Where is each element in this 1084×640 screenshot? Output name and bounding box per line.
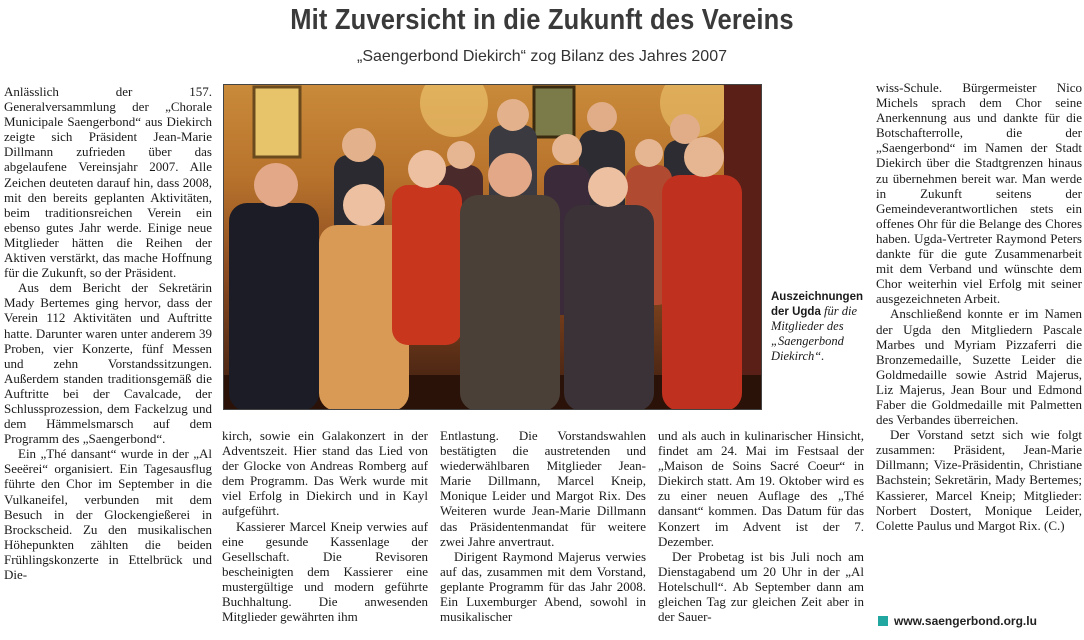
wall-picture-left xyxy=(254,87,300,157)
caption-bold: Auszeichnungen der Ugda xyxy=(771,291,864,318)
article-column-4 xyxy=(658,428,864,624)
paragraph: kirch, sowie ein Galakonzert in der Adventszeit. Hier stand das Lied von der Glocke von Andreas Romberg auf dem Programm. Das Werk wurde mit viel Erfolg in Diekirch und in Kayl aufgeführt. xyxy=(222,428,428,519)
paragraph: Der Probetag ist bis Juli noch am Dienstagabend um 20 Uhr in der „Al Hotelschull“. Ab September dann am gleichen Tag zur gleichen Zeit aber in der Sauer- xyxy=(658,548,864,625)
caption-italic: für die Mitglieder des „Saengerbond Diekirch“. xyxy=(771,304,858,363)
paragraph: Anschließend konnte er im Namen der Ugda den Mitgliedern Pascale Marbes und Myriam Pizzaferri die Bronzemedaille, Suzette Leider die Goldmedaille sowie Astrid Majerus, Liz Majerus, Jean Bour und Edmond Faber die Goldmedaille mit Palmetten des Verbandes überreichen. xyxy=(876,306,1082,428)
subheadline: „Saengerbond Diekirch“ zog Bilanz des Jahres 2007 xyxy=(357,48,727,65)
paragraph: Ein „Thé dansant“ wurde in der „Al Seeërei“ organisiert. Ein Tagesausflug führte den Chor im September in die Vulkaneifel, verbunden mit dem Besuch in der Glockengießerei in Brockscheid. Zu den musikalischen Höhepunkten zählten die beiden Frühlingskonzerte in Ettelbrück und Die- xyxy=(4,446,212,582)
article-column-5 xyxy=(876,80,1082,533)
article-column-3 xyxy=(440,428,646,624)
group-photo-illustration xyxy=(224,85,762,410)
headline: Mit Zuversicht in die Zukunft des Vereins xyxy=(290,4,794,36)
paragraph: Kassierer Marcel Kneip verwies auf eine gesunde Kassenlage der Gesellschaft. Die Revisoren bescheinigten dem Kassierer eine mustergültige und modern geführte Buchhaltung. Die anwesenden Mitglieder gewährten ihm xyxy=(222,518,428,625)
paragraph: Der Vorstand setzt sich wie folgt zusammen: Präsident, Jean-Marie Dillmann; Vize-Präsidentin, Christiane Bachstein; Sekretärin, Mady Bertemes; Kassierer, Marcel Kneip; Mitglieder: Norbert Dostert, Monique Leider, Colette Paulus und Margot Rix. (C.) xyxy=(876,427,1082,533)
paragraph: und als auch in kulinarischer Hinsicht, findet am 24. Mai im Festsaal der „Maison de Soins Sacré Coeur“ in Diekirch statt. Am 19. Oktober wird es zu einer neuen Auflage des „Thé dansant“ kommen. Das Datum für das Konzert im Advent ist der 7. Dezember. xyxy=(658,428,864,549)
paragraph: wiss-Schule. Bürgermeister Nico Michels sprach dem Chor seine Anerkennung aus und dankte für die Botschafterrolle, die der „Saengerbond“ im Namen der Stadt Diekirch über die Stadtgrenzen hinaus zu übernehmen bereit war. Man werde in Zukunft seitens der Gemeindeverantwortlichen stets ein offenes Ohr für die Belange des Chores haben. Ugda-Vertreter Raymond Peters dankte für die gute Zusammenarbeit mit dem Verband und wünschte dem Chor weiterhin viel Erfolg mit seiner ausgezeichneten Arbeit. xyxy=(876,80,1082,307)
article-column-2 xyxy=(222,428,428,624)
website-link[interactable] xyxy=(878,614,1037,628)
lamp-glow-left xyxy=(420,85,488,137)
paragraph: Aus dem Bericht der Sekretärin Mady Bertemes ging hervor, dass der Verein 112 Aktivitäten und Auftritte hatte. Darunter waren unter anderem 39 Proben, vier Konzerte, fünf Messen und zehn Vorstandssitzungen. Außerdem standen traditionsgemäß die Auftritte bei der Cavalcade, der Schlussprozession, dem Fackelzug und dem Hämmelsmarsch auf dem Programm des „Saengerbond“. xyxy=(4,280,212,447)
article-column-1 xyxy=(4,84,212,582)
group-photo xyxy=(223,84,762,410)
paragraph: Dirigent Raymond Majerus verwies auf das, zusammen mit dem Vorstand, geplante Programm für das Jahr 2008. Ein Luxemburger Abend, sowohl in musikalischer xyxy=(440,548,646,625)
square-bullet-icon xyxy=(878,616,888,626)
paragraph: Entlastung. Die Vorstandswahlen bestätigten die austretenden und wiederwählbaren Mitglieder Jean-Marie Dillmann, Marcel Kneip, Monique Leider und Margot Rix. Des Weiteren wurde Jean-Marie Dillmann das Präsidentenmandat für weitere zwei Jahre anvertraut. xyxy=(440,428,646,549)
photo-caption xyxy=(771,290,871,364)
wall-picture-right xyxy=(534,87,574,137)
paragraph: Anlässlich der 157. Generalversammlung der „Chorale Municipale Saengerbond“ aus Diekirch zeigte sich Präsident Jean-Marie Dillmann zufrieden über das abgelaufene Vereinsjahr 2007. Alle Zeichen deuteten darauf hin, dass 2008, mit den bereits geplanten Aktivitäten, beim traditionsreichen Verein ein ebenso gutes Jahr werde. Einige neue Mitglieder hätten die Reihen der Aktiven verstärkt, das mache Hoffnung für die Zukunft, so der Präsident. xyxy=(4,84,212,281)
website-link-text[interactable]: www.saengerbond.org.lu xyxy=(894,614,1037,628)
